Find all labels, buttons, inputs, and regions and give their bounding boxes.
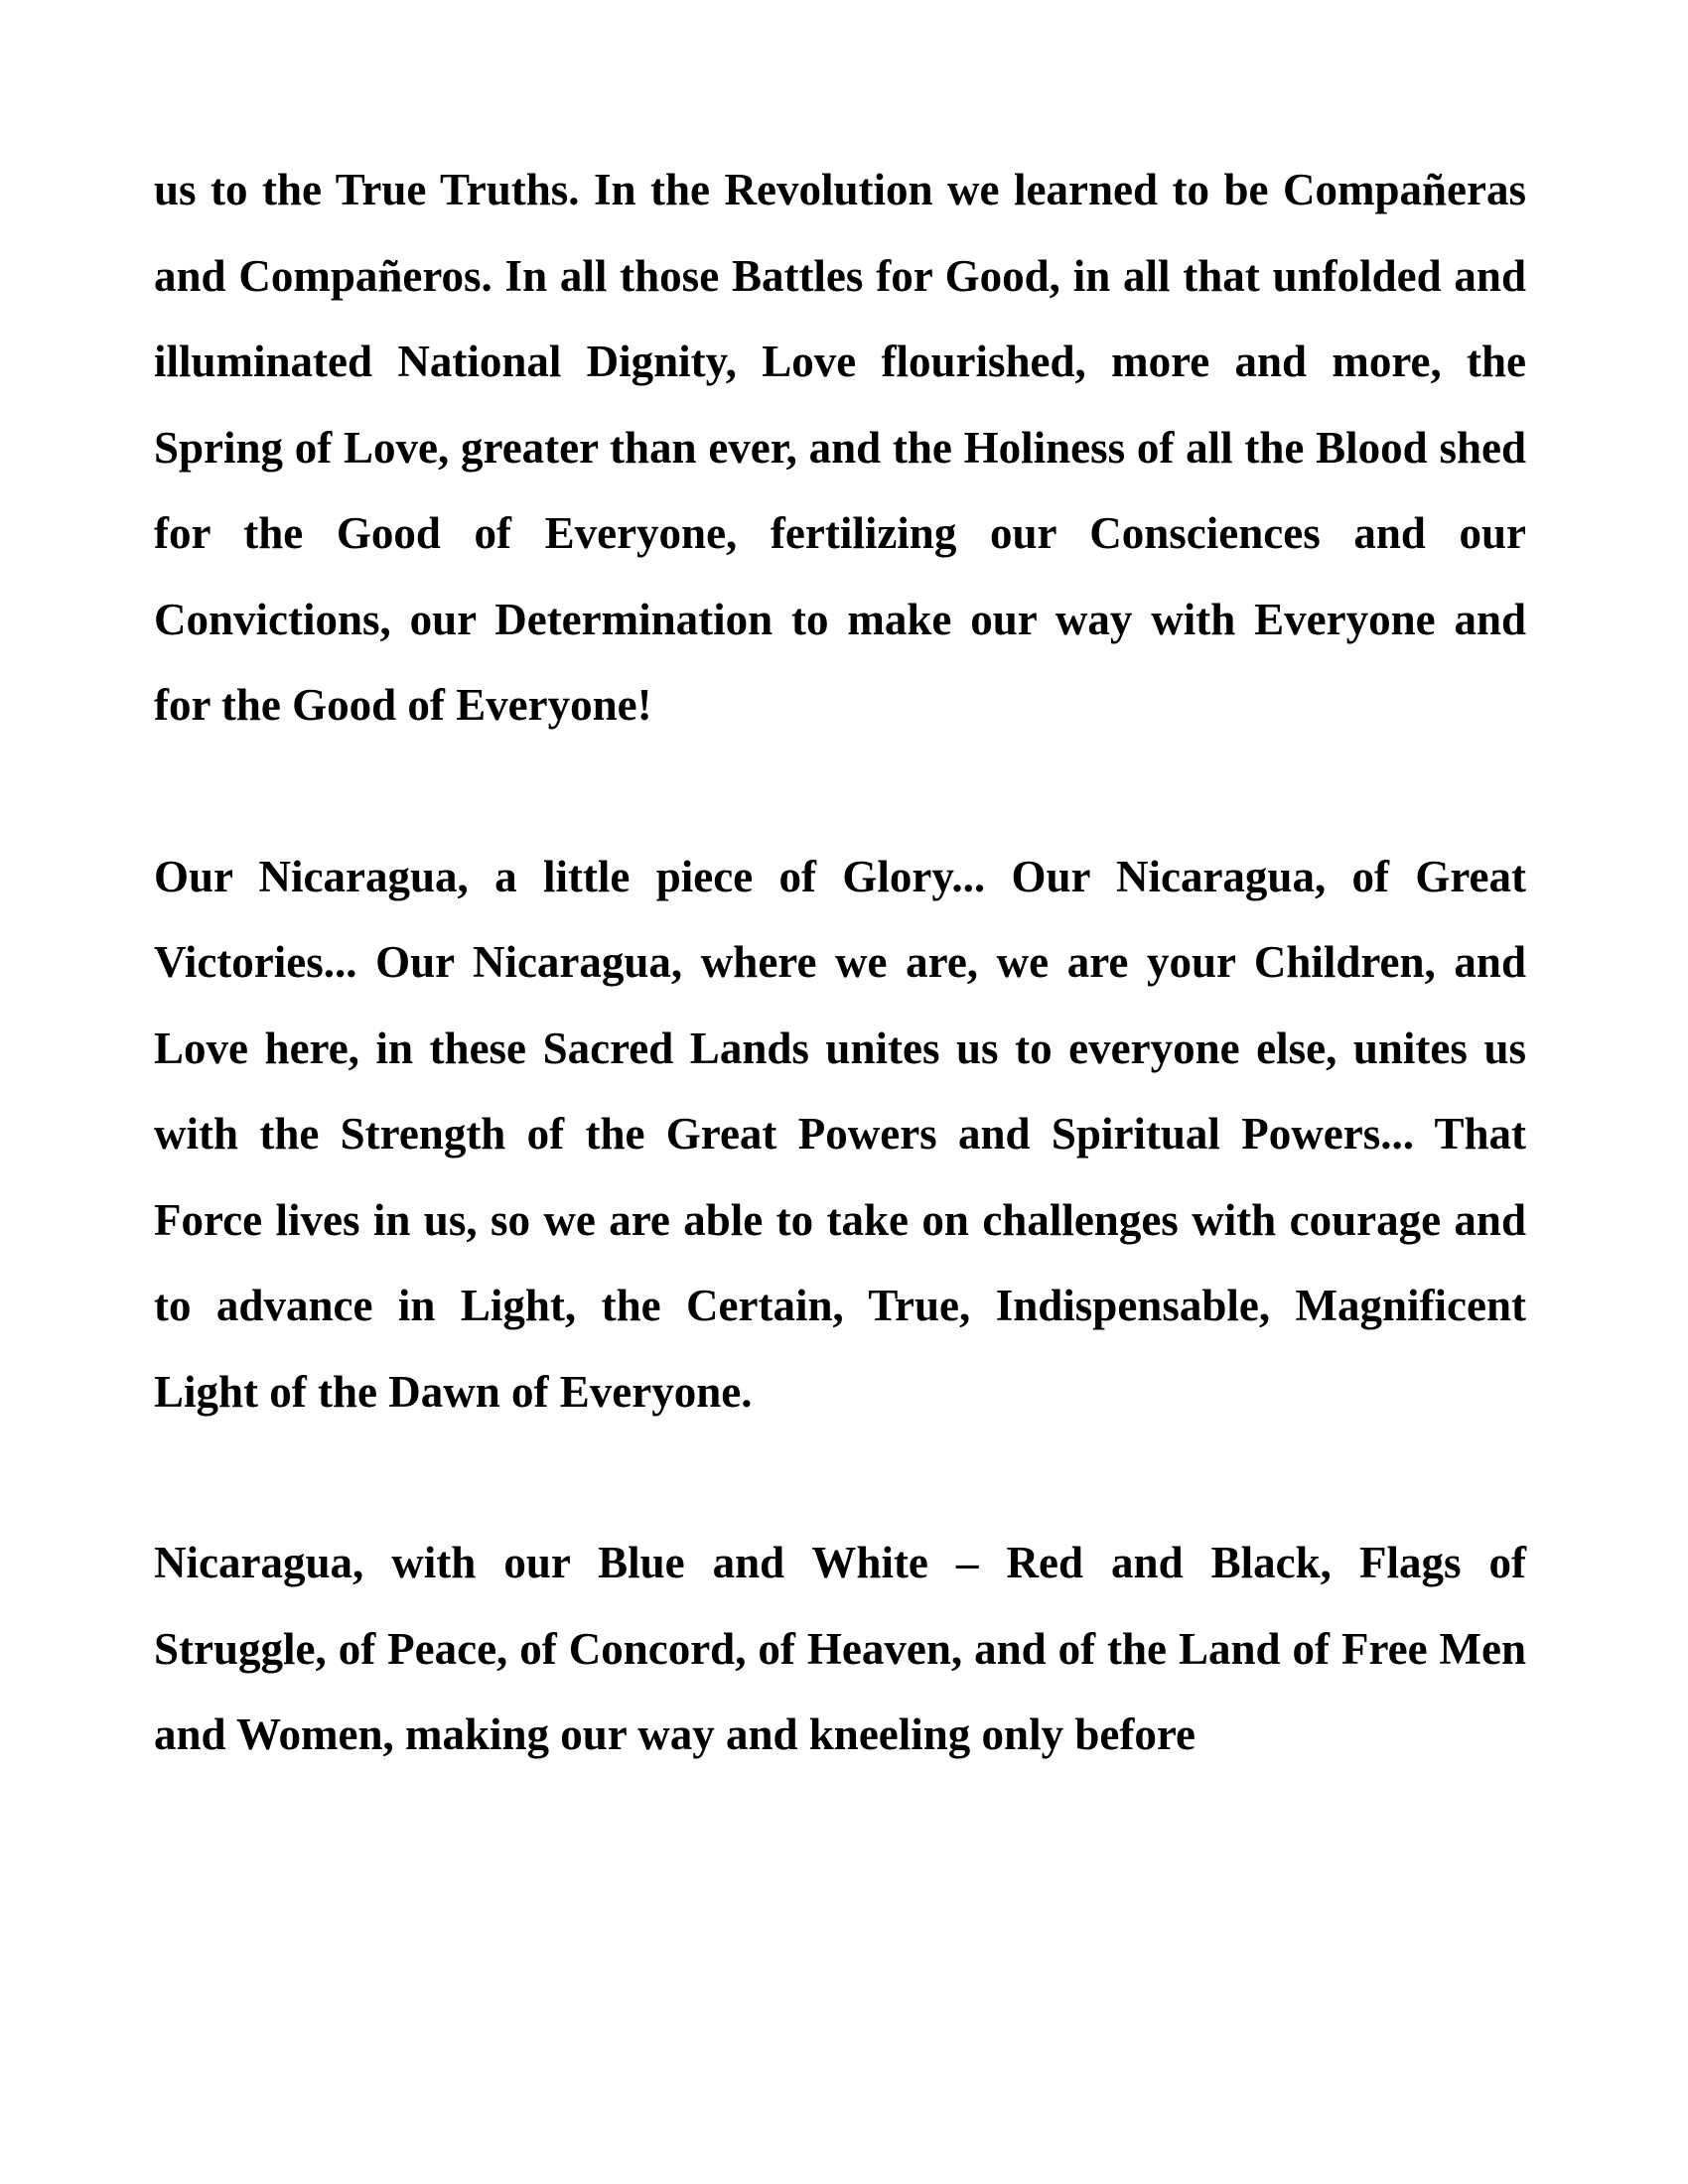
document-body [154,147,1526,1778]
paragraph-flags: Nicaragua, with our Blue and White – Red and Black, Flags of Struggle, of Peace, of Concord, of Heaven, and of the Land of Free Men and Women, making our way and kneeling only before [154,1538,1526,1759]
paragraph-revolution: us to the True Truths. In the Revolution we learned to be Compañeras and Compañeros. In all those Battles for Good, in all that unfolded and illuminated National Dignity, Love flourished, more and more, the Spring of Love, greater than ever, and the Holiness of all the Blood shed for the Good of Everyone, fertilizing our Consciences and our Convictions, our Determination to make our way with Everyone and for the Good of Everyone! [154,165,1526,730]
paragraph-our-nicaragua: Our Nicaragua, a little piece of Glory... Our Nicaragua, of Great Victories... Our Nicaragua, where we are, we are your Children, and Love here, in these Sacred Lands unites us to everyone else, unites us with the Strength of the Great Powers and Spiritual Powers... That Force lives in us, so we are able to take on challenges with courage and to advance in Light, the Certain, True, Indispensable, Magnificent Light of the Dawn of Everyone. [154,851,1526,1417]
